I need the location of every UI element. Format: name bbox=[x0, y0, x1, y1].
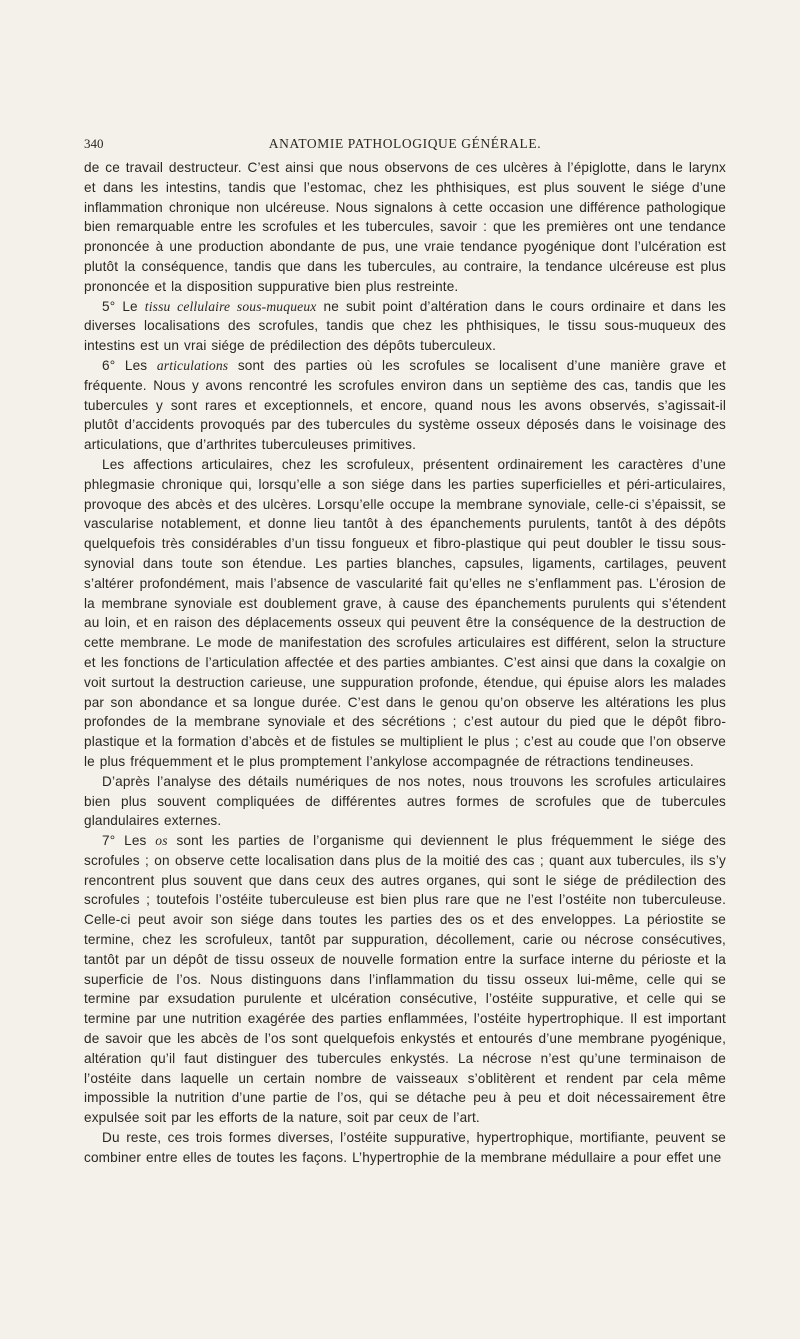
running-title: ANATOMIE PATHOLOGIQUE GÉNÉRALE. bbox=[268, 136, 542, 151]
paragraph-7: Du reste, ces trois formes diverses, l’ostéite suppurative, hypertrophique, mortifiante, peuvent se combiner entre elles de toutes les façons. L’hypertrophie de la membrane médullaire a pour effet une bbox=[84, 1130, 726, 1165]
paragraph-3: 6° Les articulations sont des parties où les scrofules se localisent d’une manière grave et fréquente. Nous y avons rencontré les scrofules environ dans un septième des cas, tandis que les tubercules y sont rares et exceptionnels, et encore, quand nous les avons observés, s’agissait-il plutôt d’accidents provoqués par des tubercules du système osseux déposés dans le voisinage des articulations, que d’arthrites tuberculeuses primitives. bbox=[84, 357, 726, 453]
page-number: 340 bbox=[84, 136, 104, 151]
emphasized-term: tissu cellulaire sous-muqueux bbox=[144, 298, 317, 314]
body-text bbox=[84, 158, 726, 1168]
paragraph-5: D’après l’analyse des détails numériques de nos notes, nous trouvons les scrofules articulaires bien plus souvent compliquées de différentes autres formes de scrofules que de tubercules glandulaires externes. bbox=[84, 773, 726, 829]
paragraph-2: 5° Le tissu cellulaire sous-muqueux ne subit point d’altération dans le cours ordinaire et dans les diverses localisations des scrofules, tandis que chez les phthisiques, le tissu sous-muqueux des intestins est un vrai siége de prédilection des dépôts tuberculeux. bbox=[84, 298, 726, 354]
paragraph-4: Les affections articulaires, chez les scrofuleux, présentent ordinairement les caractères d’une phlegmasie chronique qui, lorsqu’elle a son siége dans les parties superficielles et péri-articulaires, provoque des abcès et des ulcères. Lorsqu’elle occupe la membrane synoviale, celle-ci s’épaissit, se vascularise notablement, et donne lieu tantôt à des épanchements purulents, tantôt à des dépôts quelquefois très considérables d’un tissu fongueux et fibro-plastique qui peut doubler le tissu sous-synovial dans toute son étendue. Les parties blanches, capsules, ligaments, cartilages, peuvent s’altérer profondément, mais l’absence de vascularité fait qu’elles ne s’enflamment pas. L’érosion de la membrane synoviale est doublement grave, à cause des épanchements purulents qui s’étendent au loin, et en raison des déplacements osseux qui peuvent être la conséquence de la destruction de cette membrane. Le mode de manifestation des scrofules articulaires est différent, selon la structure et les fonctions de l’articulation affectée et des parties ambiantes. C’est ainsi que dans la coxalgie on voit surtout la destruction carieuse, une suppuration profonde, étendue, qui épuise alors les malades par son abondance et sa longue durée. C’est dans le genou qu’on observe les altérations les plus profondes de la membrane synoviale et des sécrétions ; c’est autour du pied que le dépôt fibro-plastique et la formation d’abcès et de fistules se multiplient le plus ; c’est au coude que l’on observe le plus fréquemment et le plus promptement l’ankylose accompagnée de rétractions tendineuses. bbox=[84, 456, 726, 769]
paragraph-6: 7° Les os sont les parties de l’organisme qui deviennent le plus fréquemment le siége des scrofules ; on observe cette localisation dans plus de la moitié des cas ; quant aux tubercules, ils s’y rencontrent plus souvent que dans ceux des autres organes, qui sont le siége de prédilection des scrofules ; toutefois l’ostéite tuberculeuse est bien plus rare que ne l’est l’ostéite non tuberculeuse. Celle-ci peut avoir son siége dans toutes les parties des os et des enveloppes. La périostite se termine, chez les scrofuleux, tantôt par suppuration, décollement, carie ou nécrose consécutives, tantôt par un dépôt de tissu osseux de nouvelle formation entre la surface interne du périoste et la superficie de l’os. Nous distinguons dans l’inflammation du tissu osseux lui-même, celle qui se termine par exsudation purulente et ulcération consécutive, l’ostéite suppurative, et celle qui se termine par une nutrition exagérée des parties enflammées, l’ostéite hypertrophique. Il est important de savoir que les abcès de l’os sont quelquefois enkystés et entourés d’une membrane pyogénique, altération qu’il faut distinguer des tubercules enkystés. La nécrose n’est qu’une terminaison de l’ostéite dans laquelle un certain nombre de vaisseaux s’oblitèrent et rendent par cela même impossible la nutrition d’une partie de l’os, qui se détache peu à peu et doit nécessairement être expulsée soit par les efforts de la nature, soit par ceux de l’art. bbox=[84, 833, 726, 1126]
page-header bbox=[84, 136, 726, 156]
emphasized-term: os bbox=[155, 833, 168, 849]
emphasized-term: articulations bbox=[156, 357, 229, 373]
paragraph-1: de ce travail destructeur. C’est ainsi que nous observons de ces ulcères à l’épiglotte, dans le larynx et dans les intestins, tandis que l’estomac, chez les phthisiques, est plus souvent le siége d’une inflammation chronique non ulcéreuse. Nous signalons à cette occasion une différence pathologique bien remarquable entre les scrofules et les tubercules, savoir : que les premières ont une tendance prononcée à une production abondante de pus, une vraie tendance pyogénique dont l’ulcération est plutôt la conséquence, tandis que dans les tubercules, au contraire, la tendance ulcéreuse est plus prononcée et la disposition suppurative bien plus restreinte. bbox=[84, 160, 726, 294]
